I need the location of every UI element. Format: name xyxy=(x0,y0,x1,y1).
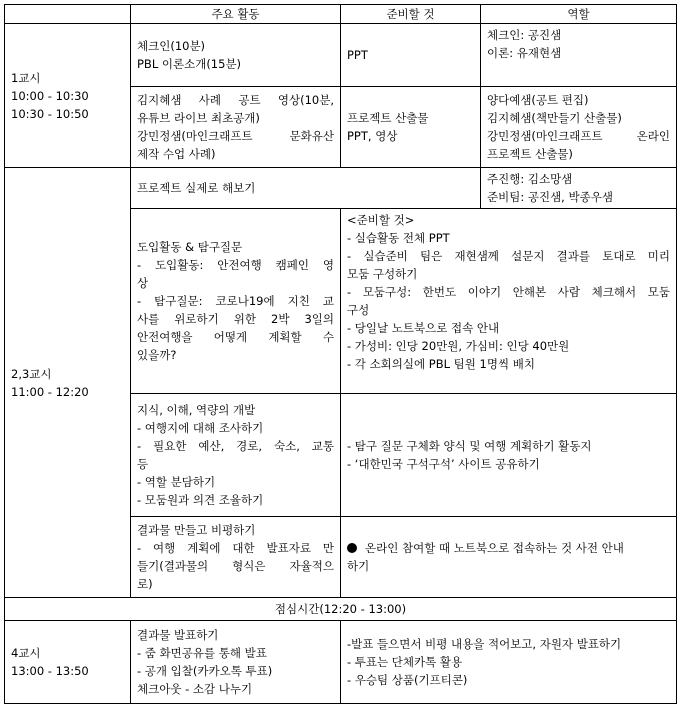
activity-item xyxy=(137,473,334,491)
session23-r1-activity: 프로젝트 실제로 해보기 xyxy=(131,168,481,209)
session1-b-role xyxy=(481,87,677,168)
session23-r4-activity xyxy=(131,517,341,598)
session23-period-cell xyxy=(5,168,131,598)
activity-text: 등 xyxy=(137,457,149,471)
prep-text: - 각 소회의실에 PBL 팀원 1명씩 배치 xyxy=(347,357,535,371)
prep-text: - 당일날 노트북으로 접속 안내 xyxy=(347,321,500,335)
activity-line: 강민정샘(마인크래프트 문화유산 xyxy=(137,129,334,143)
prep-item: - 탐구 질문 구체화 양식 및 여행 계획하기 활동지 xyxy=(347,439,592,453)
prep-text: 하기 xyxy=(347,559,370,573)
activity-line: PBL 이론소개(15분) xyxy=(137,57,242,71)
prep-line: 프로젝트 산출물 xyxy=(347,111,429,125)
session1-period-cell xyxy=(5,24,131,168)
prep-item xyxy=(347,337,670,355)
session23-r2-activity xyxy=(131,209,341,394)
activity-text: 사를 위로하기 위한 2박 3일의 xyxy=(137,312,334,326)
prep-line: -발표 들으면서 비평 내용을 적어보고, 자원자 발표하기 xyxy=(347,637,622,651)
activity-text: - 도입활동: 안전여행 캠페인 영 xyxy=(137,258,334,272)
session23-r4-prep xyxy=(341,517,677,598)
prep-line: - 우승팀 상품(기프티콘) xyxy=(347,673,468,687)
session1-time-1: 10:00 - 10:30 xyxy=(11,88,89,103)
activity-item xyxy=(137,292,334,364)
prep-item xyxy=(347,355,670,373)
header-blank xyxy=(5,5,131,24)
activity-text: 로) xyxy=(137,577,153,591)
prep-text: - 가성비: 인당 20만원, 가심비: 인당 40만원 xyxy=(347,339,570,353)
session1-row-a xyxy=(5,24,677,87)
role-line: 양다예샘(공트 편집) xyxy=(487,93,589,107)
lunch-row xyxy=(5,598,677,621)
session1-time-2: 10:30 - 10:50 xyxy=(11,106,89,121)
activity-title: 지식, 이해, 역량의 개발 xyxy=(137,403,256,417)
session23-r3-activity xyxy=(131,394,341,517)
session1-b-prep xyxy=(341,87,481,168)
activity-line: 결과물 발표하기 xyxy=(137,628,219,642)
role-line: 준비팀: 공진샘, 박종우샘 xyxy=(487,190,613,204)
prep-text: 모둠 구성하기 xyxy=(347,267,418,281)
prep-item xyxy=(347,247,670,283)
activity-text: 안전여행을 어떻게 계획할 수 xyxy=(137,330,334,344)
prep-text: - 실습활동 전체 PPT xyxy=(347,231,450,245)
activity-line: 제작 수업 사례) xyxy=(137,147,216,161)
session23-r2-prep xyxy=(341,209,677,394)
session1-a-prep: PPT xyxy=(341,24,481,87)
activity-title: 도입활동 & 탐구질문 xyxy=(137,240,243,254)
prep-line: - 투표는 단체카톡 활용 xyxy=(347,655,463,669)
activity-line: 김지혜샘 사례 공트 영상(10분, xyxy=(137,93,334,107)
activity-line: - 공개 입찰(카카오톡 투표) xyxy=(137,664,273,678)
prep-item xyxy=(347,283,670,319)
role-line: 체크인: 공진샘 xyxy=(487,28,562,42)
session1-a-role xyxy=(481,24,677,87)
activity-item xyxy=(137,419,334,437)
prep-item xyxy=(347,229,670,247)
session23-row-1 xyxy=(5,168,677,209)
activity-item xyxy=(137,256,334,292)
role-line: 김지혜샘(책만들기 산출물) xyxy=(487,111,622,125)
role-line: 이론: 유재현샘 xyxy=(487,46,562,60)
activity-item xyxy=(137,491,334,509)
activity-text: 들기(결과물의 형식은 자율적으 xyxy=(137,559,334,573)
session23-r3-prep xyxy=(341,394,677,517)
prep-item xyxy=(347,319,670,337)
activity-text: - 필요한 예산, 경로, 숙소, 교통 xyxy=(137,439,334,453)
prep-title: <준비할 것> xyxy=(347,213,415,227)
prep-line: PPT, 영상 xyxy=(347,129,398,143)
session23-time: 11:00 - 12:20 xyxy=(11,384,89,399)
header-role: 역할 xyxy=(481,5,677,24)
activity-text: 상 xyxy=(137,276,149,290)
prep-bullet-item xyxy=(347,539,670,557)
prep-bullet-item xyxy=(347,557,670,575)
bullet-dot-icon xyxy=(347,543,357,553)
prep-item: - ‘대한민국 구석구석’ 사이트 공유하기 xyxy=(347,457,540,471)
activity-text: 있을까? xyxy=(137,348,177,362)
lunch-cell: 점심시간(12:20 - 13:00) xyxy=(5,598,677,621)
session4-period: 4교시 xyxy=(11,646,41,660)
activity-text: - 탐구질문: 코로나19에 지친 교 xyxy=(137,294,334,308)
activity-title: 결과물 만들고 비평하기 xyxy=(137,523,256,537)
session23-r1-role xyxy=(481,168,677,209)
activity-line: 체크인(10분) xyxy=(137,39,206,53)
activity-text: - 모둠원과 의견 조율하기 xyxy=(137,493,264,507)
session4-prep xyxy=(341,621,677,704)
header-main-activity: 주요 활동 xyxy=(131,5,341,24)
role-line: 주진행: 김소망샘 xyxy=(487,172,573,186)
activity-item xyxy=(137,437,334,473)
prep-text: - 실습준비 팀은 재현샘께 설문지 결과를 토대로 미리 xyxy=(347,249,670,263)
session1-a-activity xyxy=(131,24,341,87)
prep-text: - 모둠구성: 한번도 이야기 안해본 사람 체크해서 모둠 xyxy=(347,285,670,299)
activity-text: - 여행지에 대해 조사하기 xyxy=(137,421,264,435)
header-preparation: 준비할 것 xyxy=(341,5,481,24)
session1-b-activity xyxy=(131,87,341,168)
session23-period: 2,3교시 xyxy=(11,366,52,381)
session4-time: 13:00 - 13:50 xyxy=(11,664,89,678)
session4-row xyxy=(5,621,677,704)
prep-text: 구성 xyxy=(347,303,370,317)
session4-period-cell xyxy=(5,621,131,704)
header-row xyxy=(5,5,677,24)
role-line: 프로젝트 산출물) xyxy=(487,147,573,161)
session1-period: 1교시 xyxy=(11,70,41,85)
activity-item xyxy=(137,539,334,593)
role-line: 강민정샘(마인크래프트 온라인 xyxy=(487,129,670,143)
activity-line: - 줌 화면공유를 통해 발표 xyxy=(137,646,267,660)
prep-text: 온라인 참여할 때 노트북으로 접속하는 것 사전 안내 xyxy=(365,541,624,555)
activity-text: - 역할 분담하기 xyxy=(137,475,216,489)
activity-line: 체크아웃 - 소감 나누기 xyxy=(137,682,253,696)
activity-line: 유튜브 라이브 최초공개) xyxy=(137,111,260,125)
session4-activity xyxy=(131,621,341,704)
activity-text: - 여행 계획에 대한 발표자료 만 xyxy=(137,541,334,555)
schedule-table xyxy=(4,4,677,704)
